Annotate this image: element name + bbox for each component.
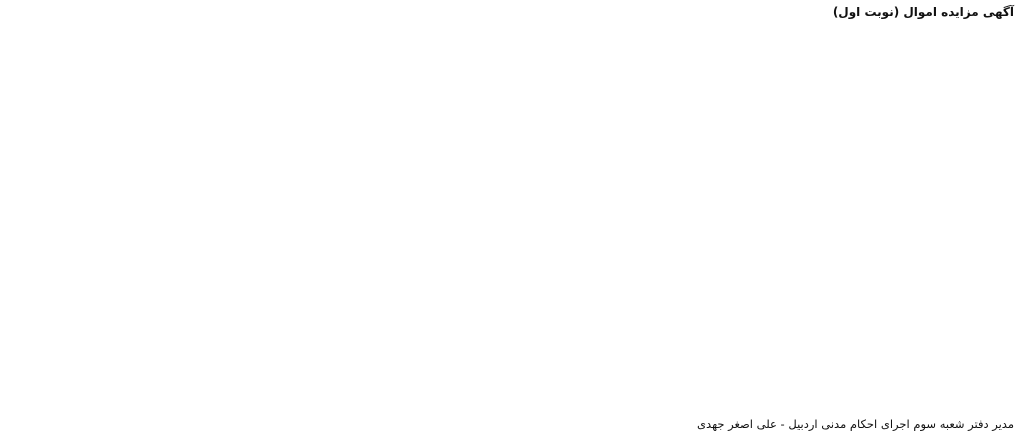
notice-paragraph	[10, 38, 1014, 55]
notice-paragraph	[10, 88, 1014, 105]
notice-signature: مدیر دفتر شعبه سوم اجرای احکام مدنی اردبیل - علی اصغر جهدی	[697, 417, 1014, 431]
notice-paragraph	[10, 63, 1014, 80]
notice-title: آگهی مزایده اموال (نوبت اول)	[832, 5, 1014, 19]
notice-body	[10, 38, 1014, 105]
